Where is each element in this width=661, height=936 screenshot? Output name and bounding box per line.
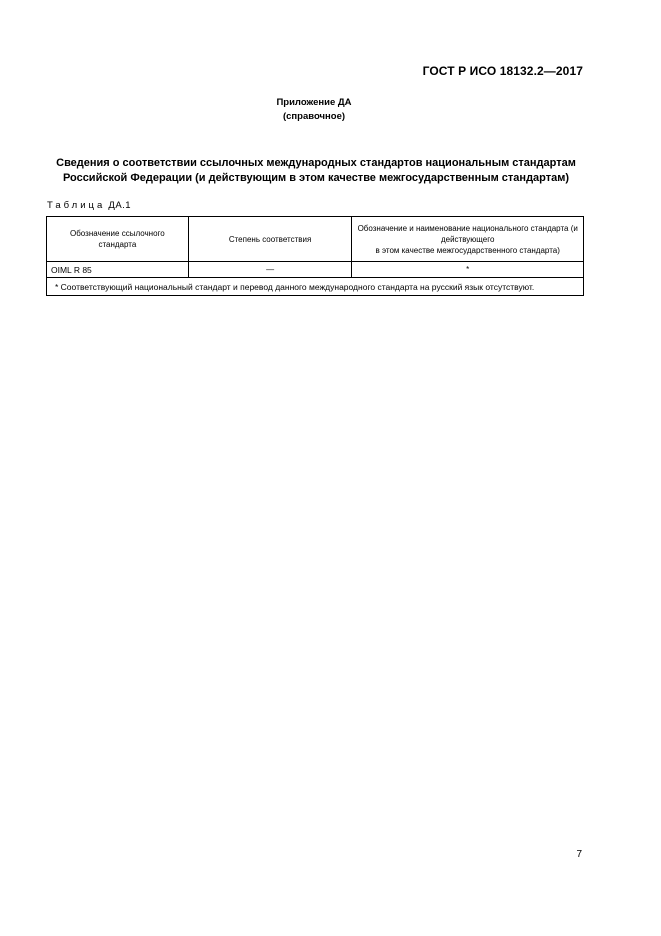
correspondence-table — [46, 216, 584, 296]
table-caption-number: ДА.1 — [108, 200, 132, 211]
section-title-line-2: Российской Федерации (и действующим в этом качестве межгосударственным стандартам) — [62, 172, 570, 184]
section-title — [40, 156, 592, 186]
cell-reference-standard: OIML R 85 — [47, 262, 189, 278]
document-code: ГОСТ Р ИСО 18132.2—2017 — [422, 64, 583, 78]
header-national-standard-line-1: Обозначение и наименование национального стандарта (и действующего — [357, 223, 578, 244]
annex-subtitle: (справочное) — [282, 111, 346, 122]
table-caption-word: Таблица — [47, 200, 106, 211]
table-footnote: * Соответствующий национальный стандарт и перевод данного международного стандарта на русский язык отсутствуют. — [47, 278, 584, 296]
cell-degree-of-correspondence: — — [188, 262, 352, 278]
annex-title: Приложение ДА — [276, 97, 352, 108]
table-caption — [47, 200, 131, 211]
annex-heading — [0, 96, 628, 124]
table-row — [47, 262, 584, 278]
header-national-standard-line-2: в этом качестве межгосударственного стандарта) — [375, 245, 560, 255]
header-degree-of-correspondence: Степень соответствия — [188, 217, 352, 262]
cell-national-standard: * — [352, 262, 584, 278]
section-title-line-1: Сведения о соответствии ссылочных международных стандартов национальным стандартам — [56, 157, 576, 169]
table-header-row — [47, 217, 584, 262]
header-reference-standard: Обозначение ссылочного стандарта — [47, 217, 189, 262]
header-national-standard — [352, 217, 584, 262]
table-footnote-row — [47, 278, 584, 296]
page-number: 7 — [576, 849, 582, 860]
